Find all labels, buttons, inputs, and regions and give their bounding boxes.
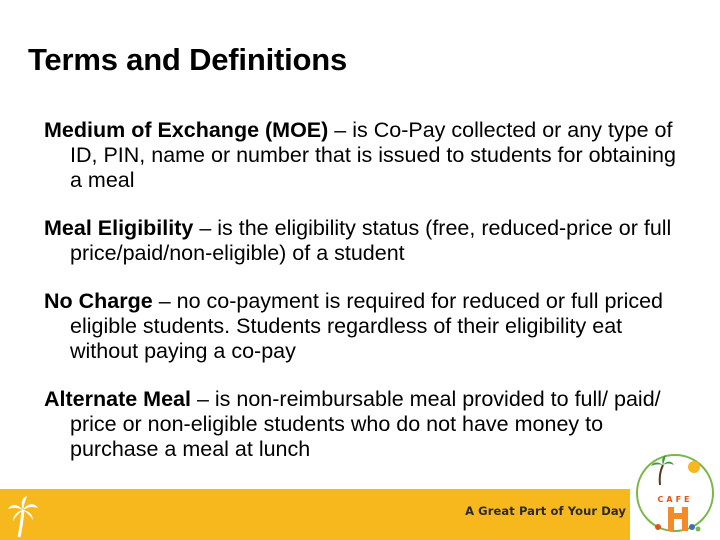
footer-band bbox=[0, 489, 720, 540]
page-title: Terms and Definitions bbox=[28, 42, 348, 77]
term-label: Medium of Exchange (MOE) bbox=[44, 118, 329, 142]
definitions-list bbox=[44, 118, 684, 462]
definition-text: – is non-reimbursable meal provided to full/ paid/ price or non-eligible students who do not have money to purchase a meal at lunch bbox=[70, 387, 661, 461]
cafe-logo-icon bbox=[630, 447, 720, 540]
definition-moe bbox=[44, 118, 684, 193]
cafe-logo bbox=[630, 447, 720, 540]
definition-text: – no co-payment is required for reduced or full priced eligible students. Students regardless of their eligibility eat without paying a co-pay bbox=[70, 289, 664, 363]
definition-text: – is the eligibility status (free, reduced-price or full price/paid/non-eligible) of a student bbox=[70, 216, 672, 265]
definition-alternate-meal bbox=[44, 387, 684, 462]
definition-meal-eligibility bbox=[44, 216, 684, 266]
definition-no-charge bbox=[44, 289, 684, 364]
palm-tree-icon bbox=[6, 494, 40, 538]
term-label: No Charge bbox=[44, 289, 153, 313]
term-label: Meal Eligibility bbox=[44, 216, 194, 240]
definition-text: – is Co-Pay collected or any type of ID, PIN, name or number that is issued to students for obtaining a meal bbox=[70, 118, 676, 192]
term-label: Alternate Meal bbox=[44, 387, 191, 411]
footer-tagline: A Great Part of Your Day bbox=[465, 504, 626, 518]
logo-text: CAFE bbox=[657, 495, 693, 504]
